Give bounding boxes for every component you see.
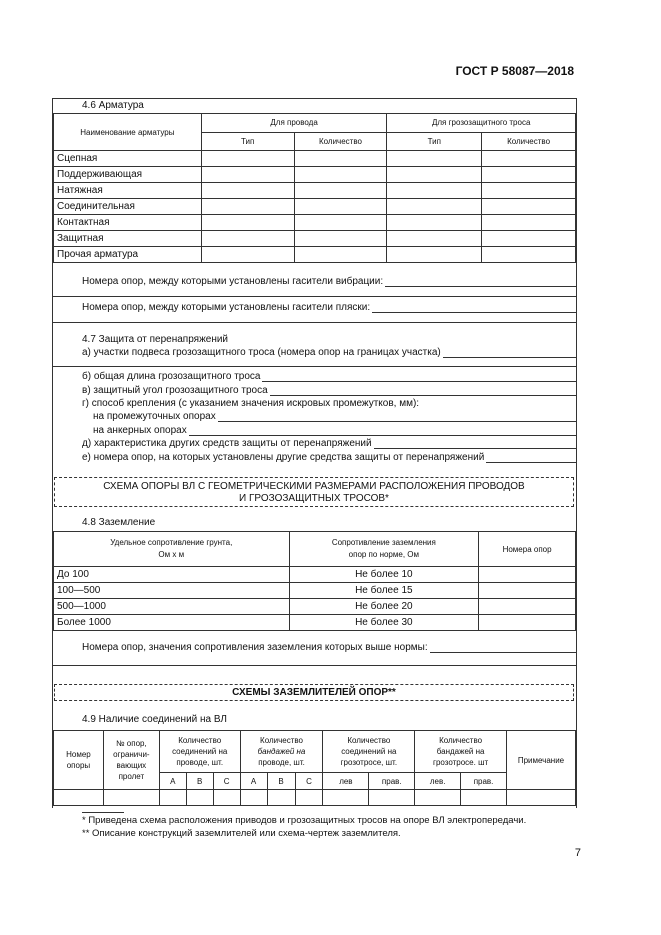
col-ground-bandages: [415, 731, 507, 773]
item-g: [82, 398, 419, 409]
table-row: Прочая арматура: [54, 247, 202, 263]
footnote-separator: [82, 812, 124, 813]
col-note: Примечание: [506, 731, 575, 790]
blank-line: [53, 322, 576, 323]
item-b: [82, 371, 576, 382]
item-v: [82, 385, 576, 396]
tower-scheme-line2: И ГРОЗОЗАЩИТНЫХ ТРОСОВ*: [239, 493, 389, 504]
norm-value: Не более 30: [289, 615, 479, 631]
item-a: [82, 347, 576, 358]
c2a: № опор,: [115, 739, 147, 748]
table-row: Более 1000: [54, 615, 290, 631]
c3b: соединений на: [172, 747, 228, 757]
c4a: Количество: [260, 736, 304, 746]
c3a: Количество: [178, 736, 222, 746]
col-wire-bandages: [240, 731, 323, 773]
col-quantity: Количество: [294, 132, 387, 151]
above-norm-label: Номера опор, значения сопротивления заземления которых выше нормы:: [82, 642, 428, 653]
right: прав.: [369, 773, 415, 790]
col-tower-number: [54, 731, 104, 790]
grounding-scheme-box: [54, 684, 574, 701]
item-g-label: г) способ крепления (с указанием значения искровых промежутков, мм):: [82, 398, 420, 409]
col-soil-resistivity: [54, 532, 290, 567]
phase-c: С: [213, 773, 240, 790]
col-tower-numbers: Номера опор: [479, 532, 576, 567]
galloping-dampers-line: [82, 302, 576, 313]
item-v-label: в) защитный угол грозозащитного троса: [82, 385, 268, 396]
phase-c: С: [295, 773, 323, 790]
table-row: Соединительная: [54, 199, 202, 215]
c2b: ограничи-: [113, 750, 150, 759]
table-row: Сцепная: [54, 151, 202, 167]
left: лев: [323, 773, 369, 790]
section-4-6-title: 4.6 Арматура: [82, 100, 144, 111]
c1b: опоры: [66, 761, 91, 770]
vibration-dampers-label: Номера опор, между которыми установлены гасители вибрации:: [82, 276, 384, 287]
col-grounding-norm-l1: Сопротивление заземления: [331, 538, 436, 547]
table-row: Натяжная: [54, 183, 202, 199]
section-4-7-title: 4.7 Защита от перенапряжений: [82, 334, 229, 345]
col-for-wire: Для провода: [201, 114, 387, 133]
table-row: 500—1000: [54, 599, 290, 615]
c6a: Количество: [439, 736, 483, 746]
c4b: бандажей на: [257, 747, 306, 757]
item-g2: [93, 425, 576, 436]
connections-table: [53, 730, 576, 806]
norm-value: Не более 20: [289, 599, 479, 615]
col-wire-connections: [159, 731, 240, 773]
norm-value: Не более 15: [289, 583, 479, 599]
standard-number: ГОСТ Р 58087—2018: [455, 64, 574, 78]
table-row: Защитная: [54, 231, 202, 247]
blank-line: [53, 366, 576, 367]
frame-right: [576, 98, 577, 808]
above-norm-line: [82, 642, 576, 653]
c2d: пролет: [118, 772, 145, 781]
item-a-label: а) участки подвеса грозозащитного троса (номера опор на границах участка): [82, 347, 441, 358]
item-e-label: е) номера опор, на которых установлены другие средства защиты от перенапряжений: [82, 452, 485, 463]
footnote-1: * Приведена схема расположения приводов и грозозащитных тросов на опоре ВЛ электропередачи.: [82, 815, 527, 826]
galloping-dampers-label: Номера опор, между которыми установлены гасители пляски:: [82, 302, 371, 313]
col-type: Тип: [387, 132, 482, 151]
tower-scheme-box: [54, 477, 574, 507]
col-fitting-name: Наименование арматуры: [54, 114, 202, 151]
table-row: 100—500: [54, 583, 290, 599]
col-for-ground-wire: Для грозозащитного троса: [387, 114, 576, 133]
frame-top: [52, 98, 577, 99]
item-d: [82, 438, 576, 449]
col-ground-connections: [323, 731, 415, 773]
section-4-8-title: 4.8 Заземление: [82, 517, 156, 528]
col-quantity: Количество: [482, 132, 576, 151]
grounding-table: [53, 531, 576, 631]
vibration-dampers-line: [82, 276, 576, 287]
table-row: До 100: [54, 567, 290, 583]
grounding-scheme-title: СХЕМЫ ЗАЗЕМЛИТЕЛЕЙ ОПОР**: [232, 687, 396, 698]
col-soil-resistivity-l2: Ом х м: [158, 550, 185, 559]
item-e: [82, 452, 576, 463]
footnote-2: ** Описание конструкций заземлителей или схема-чертеж заземлителя.: [82, 828, 401, 839]
table-row: Поддерживающая: [54, 167, 202, 183]
c4c: проводе, шт.: [258, 758, 305, 768]
phase-b: В: [267, 773, 295, 790]
c6b: бандажей на: [436, 747, 485, 757]
col-type: Тип: [201, 132, 294, 151]
phase-b: В: [186, 773, 213, 790]
c5a: Количество: [347, 736, 391, 746]
c3c: проводе, шт.: [176, 758, 224, 768]
c6c: грозотросе. шт: [433, 758, 489, 768]
c2c: вающих: [116, 761, 147, 770]
left: лев.: [415, 773, 461, 790]
c5b: соединений на: [341, 747, 397, 757]
norm-value: Не более 10: [289, 567, 479, 583]
phase-a: А: [240, 773, 267, 790]
blank-line: [53, 665, 576, 666]
c1a: Номер: [66, 750, 91, 759]
item-g2-label: на анкерных опорах: [93, 425, 187, 436]
item-g1-label: на промежуточных опорах: [93, 411, 216, 422]
page-number: 7: [574, 847, 581, 859]
col-grounding-norm-l2: опор по норме, Ом: [348, 550, 419, 559]
c5c: грозотросе, шт.: [340, 758, 398, 768]
col-span-towers: [103, 731, 159, 790]
item-d-label: д) характеристика других средств защиты от перенапряжений: [82, 438, 372, 449]
blank-line: [53, 296, 576, 297]
phase-a: А: [159, 773, 186, 790]
tower-scheme-line1: СХЕМА ОПОРЫ ВЛ С ГЕОМЕТРИЧЕСКИМИ РАЗМЕРАМИ РАСПОЛОЖЕНИЯ ПРОВОДОВ: [103, 481, 525, 492]
right: прав.: [461, 773, 507, 790]
section-4-9-title: 4.9 Наличие соединений на ВЛ: [82, 714, 227, 725]
table-row: Контактная: [54, 215, 202, 231]
col-soil-resistivity-l1: Удельное сопротивление грунта,: [110, 538, 233, 547]
fittings-table: [53, 113, 576, 263]
item-b-label: б) общая длина грозозащитного троса: [82, 371, 261, 382]
col-grounding-norm: [289, 532, 479, 567]
item-g1: [93, 411, 576, 422]
